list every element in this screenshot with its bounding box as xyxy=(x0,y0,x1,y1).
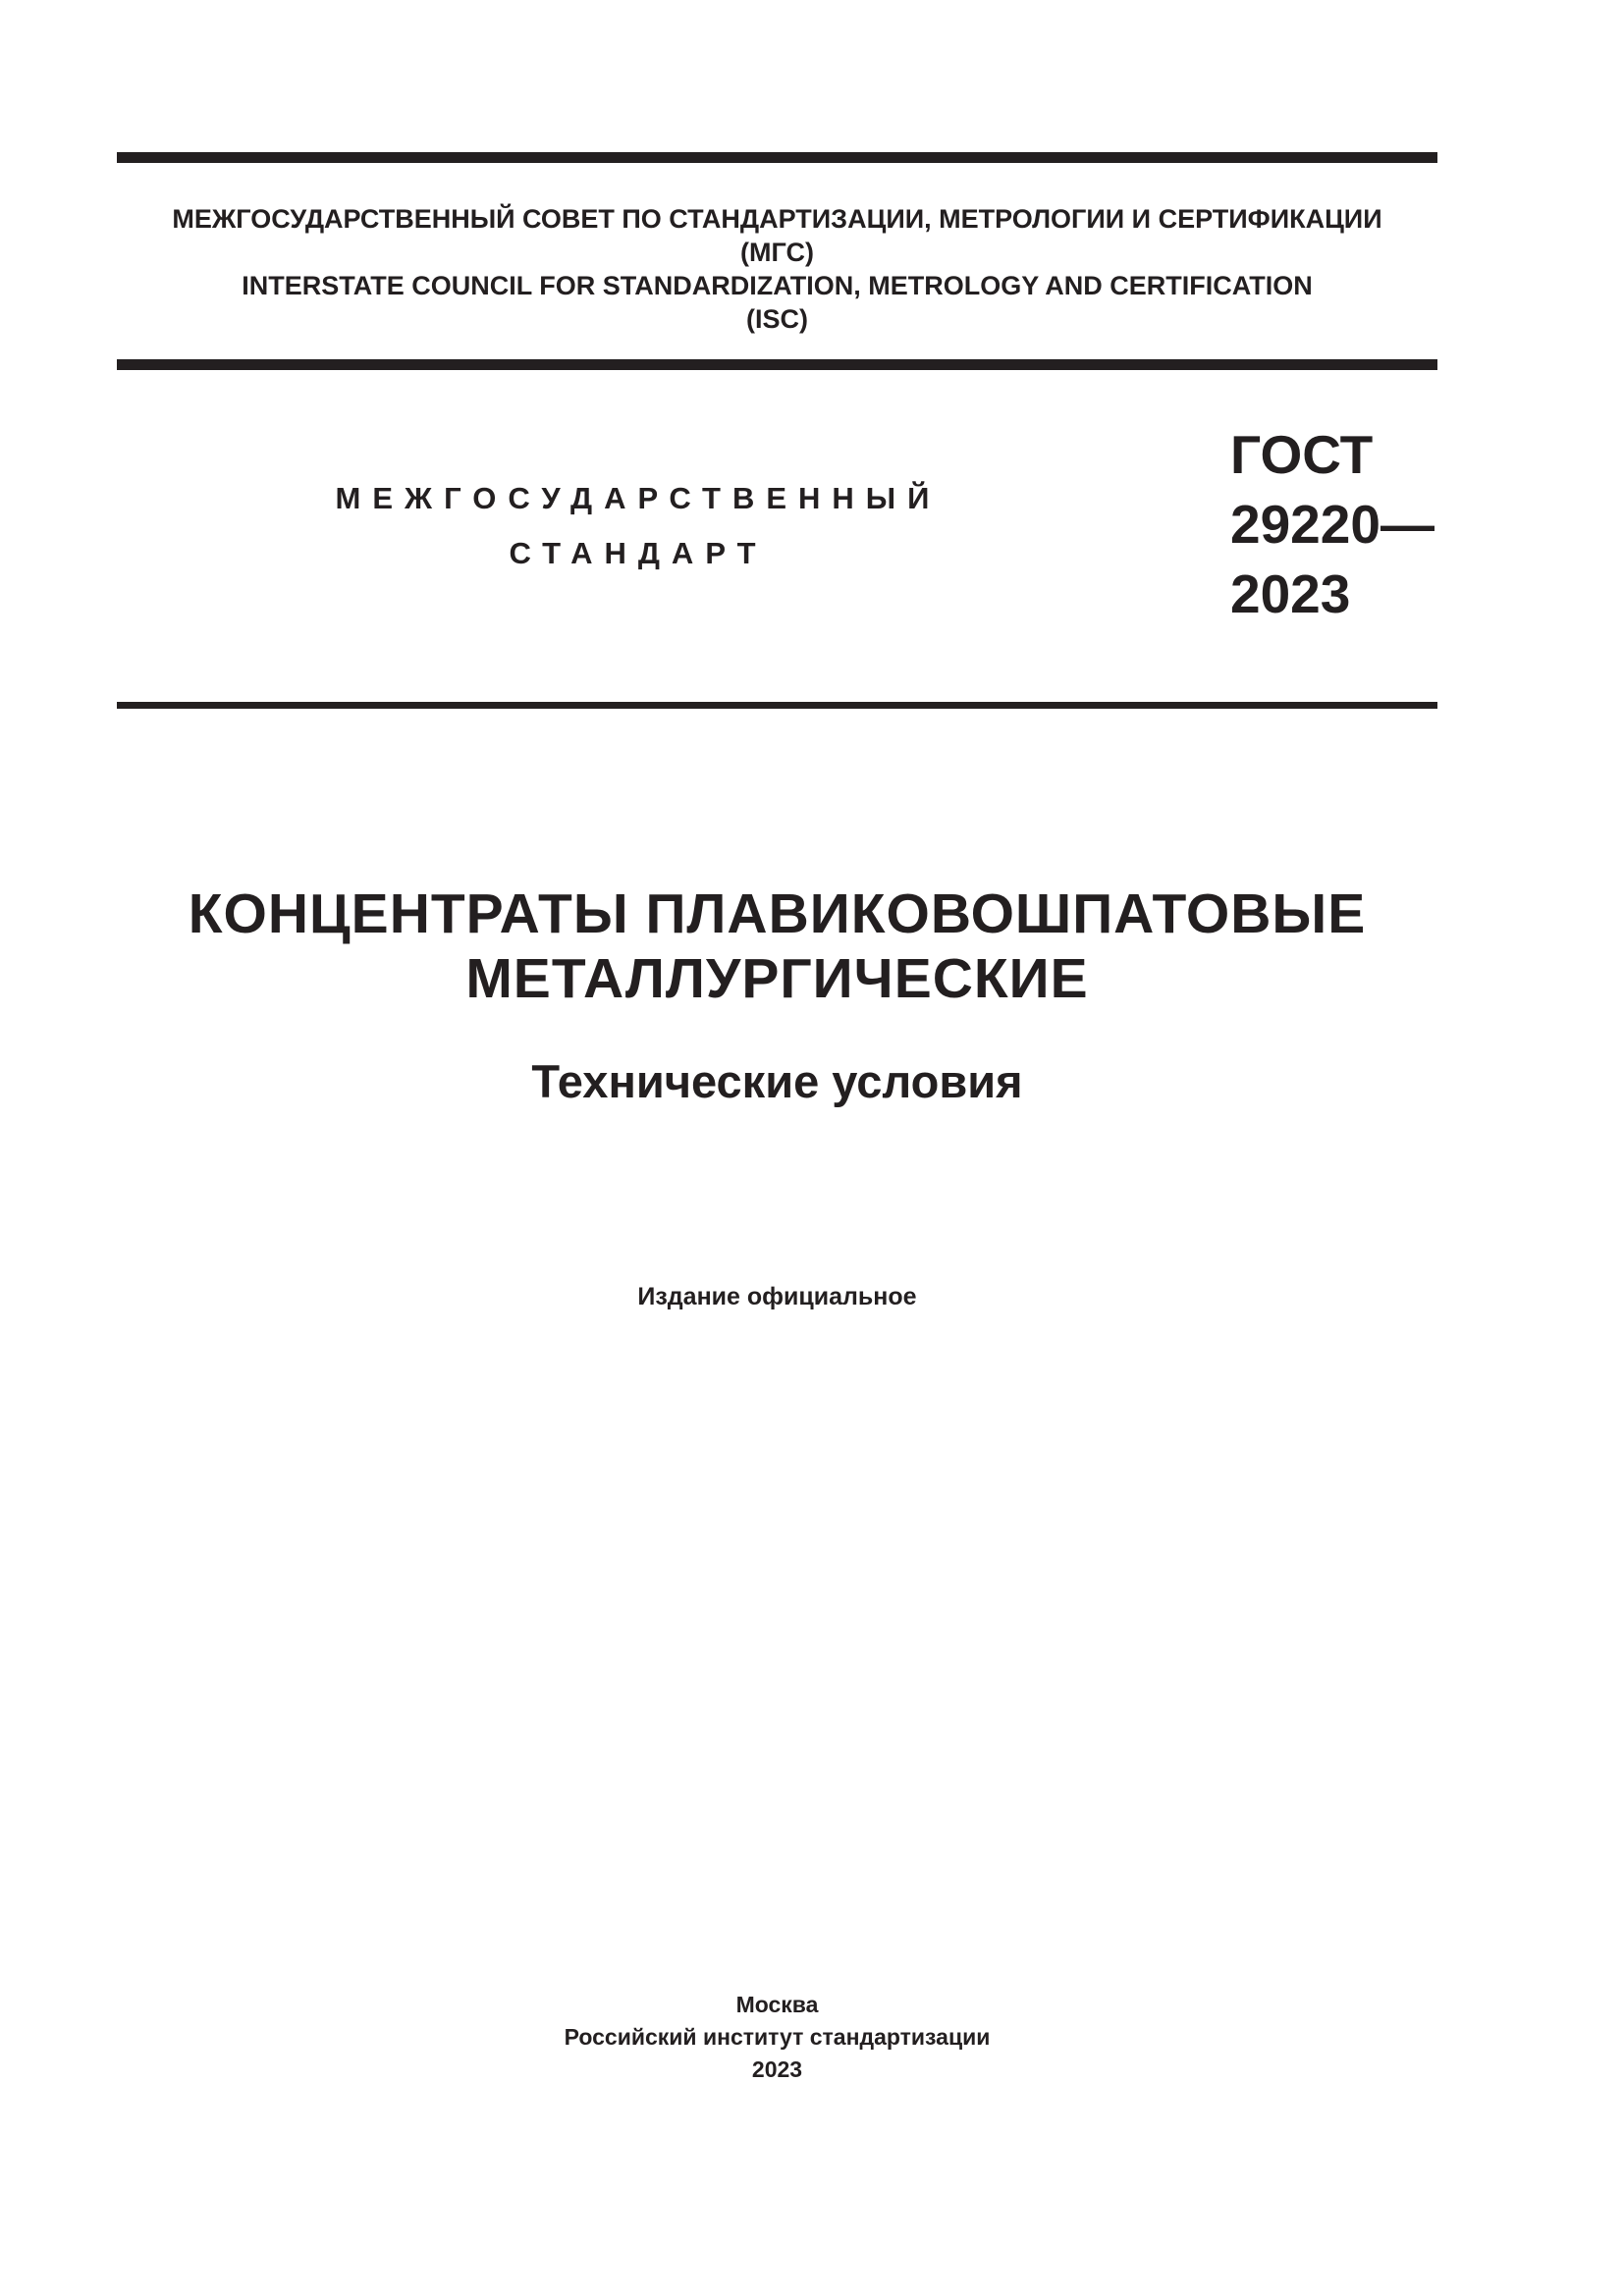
document-title-line2: МЕТАЛЛУРГИЧЕСКИЕ xyxy=(465,947,1089,1010)
imprint-publisher: Российский институт стандартизации xyxy=(564,2024,991,2050)
standard-type-line2: СТАНДАРТ xyxy=(509,536,768,570)
middle-rule xyxy=(117,359,1437,370)
imprint-block xyxy=(117,1989,1437,2086)
designation-number: 29220— xyxy=(1230,494,1435,555)
bottom-rule xyxy=(117,702,1437,709)
standard-type xyxy=(295,471,982,581)
council-abbr-ru: (МГС) xyxy=(740,238,814,267)
document-subtitle: Технические условия xyxy=(531,1055,1023,1107)
top-rule xyxy=(117,152,1437,163)
council-block xyxy=(117,202,1437,336)
designation-year: 2023 xyxy=(1230,563,1351,624)
document-title-line1: КОНЦЕНТРАТЫ ПЛАВИКОВОШПАТОВЫЕ xyxy=(188,882,1367,945)
council-name-en: INTERSTATE COUNCIL FOR STANDARDIZATION, METROLOGY AND CERTIFICATION xyxy=(242,271,1313,300)
council-name-ru: МЕЖГОСУДАРСТВЕННЫЙ СОВЕТ ПО СТАНДАРТИЗАЦИИ, МЕТРОЛОГИИ И СЕРТИФИКАЦИИ xyxy=(172,204,1382,234)
document-title xyxy=(117,881,1437,1011)
standard-designation xyxy=(1230,420,1435,629)
edition-note: Издание официальное xyxy=(637,1283,917,1310)
imprint-year: 2023 xyxy=(751,2056,803,2082)
standard-type-line1: МЕЖГОСУДАРСТВЕННЫЙ xyxy=(335,481,942,515)
council-abbr-en: (ISC) xyxy=(746,304,808,334)
imprint-city: Москва xyxy=(735,1992,819,2017)
designation-prefix: ГОСТ xyxy=(1230,424,1374,485)
